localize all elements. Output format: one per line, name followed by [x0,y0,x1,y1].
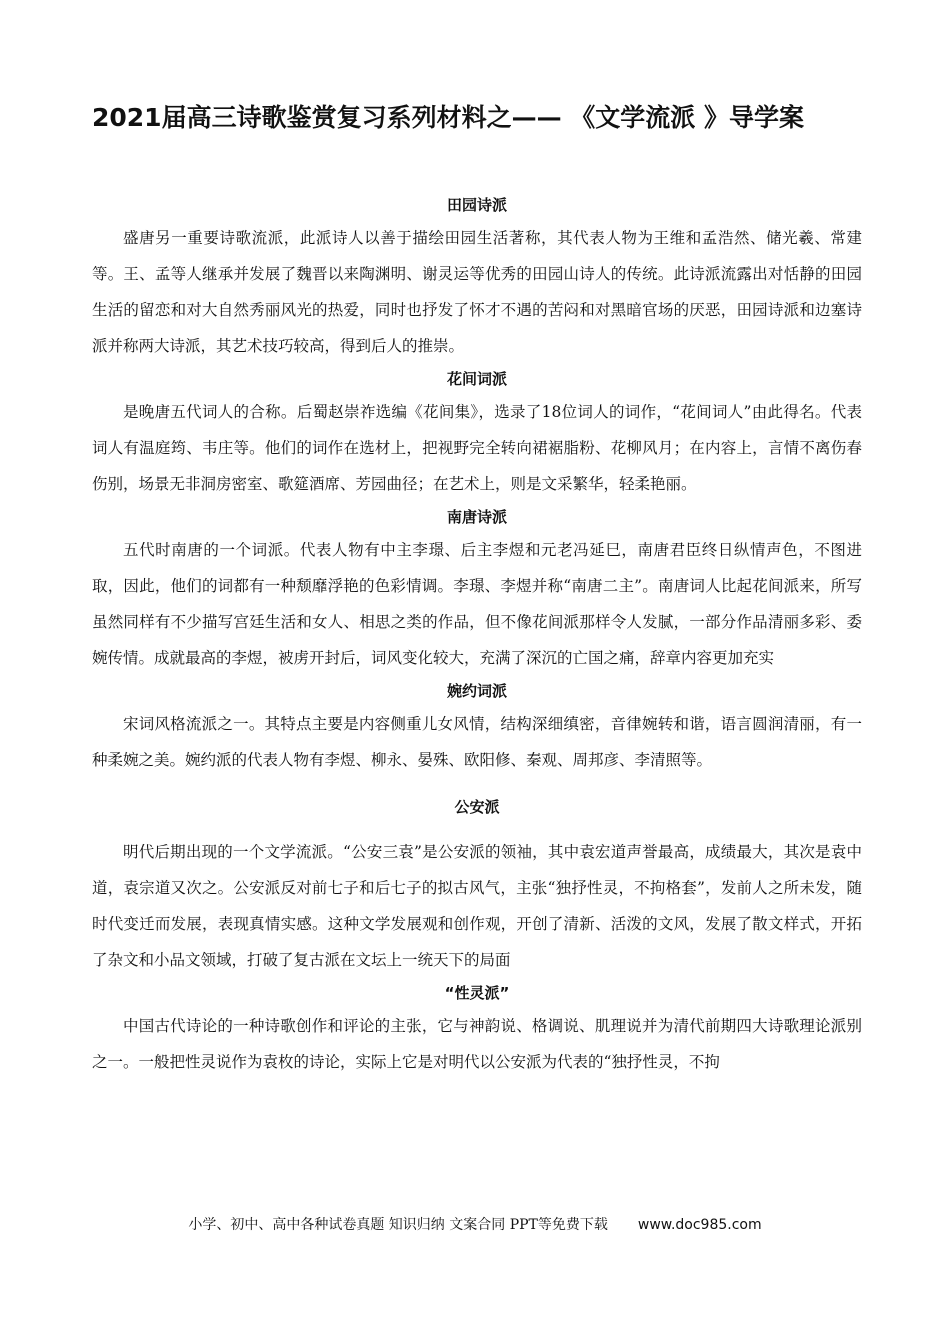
section-text-tianyuan: 盛唐另一重要诗歌流派，此派诗人以善于描绘田园生活著称，其代表人物为王维和孟浩然、储光羲、常建等。王、孟等人继承并发展了魏晋以来陶渊明、谢灵运等优秀的田园山诗人的传统。此诗派流露出对恬静的田园生活的留恋和对大自然秀丽风光的热爱，同时也抒发了怀才不遇的苦闷和对黑暗官场的厌恶，田园诗派和边塞诗派并称两大诗派，其艺术技巧较高，得到后人的推崇。 [92,229,862,355]
section-heading-wanyue: 婉约词派 [446,682,507,700]
page-footer [0,1214,950,1234]
document-title: 2021届高三诗歌鉴赏复习系列材料之—— 《文学流派 》导学案 [92,103,804,132]
section-heading-xingling: “性灵派” [444,984,510,1002]
section-text-wanyue: 宋词风格流派之一。其特点主要是内容侧重儿女风情，结构深细缜密，音律婉转和谐，语言圆润清丽，有一种柔婉之美。婉约派的代表人物有李煜、柳永、晏殊、欧阳修、秦观、周邦彦、李清照等。 [92,715,862,769]
section-text-xingling: 中国古代诗论的一种诗歌创作和评论的主张，它与神韵说、格调说、肌理说并为清代前期四大诗歌理论派别之一。一般把性灵说作为袁枚的诗论，实际上它是对明代以公安派为代表的“独抒性灵，不拘 [92,1017,862,1071]
section-heading-nantang: 南唐诗派 [446,508,507,526]
footer-url: www.doc985.com [637,1217,762,1233]
section-text-huajian: 是晚唐五代词人的合称。后蜀赵崇祚选编《花间集》，选录了18位词人的词作，“花间词人”由此得名。代表词人有温庭筠、韦庄等。他们的词作在选材上，把视野完全转向裙裾脂粉、花柳风月；在内容上，言情不离伤春伤别，场景无非洞房密室、歌筵酒席、芳园曲径；在艺术上，则是文采繁华，轻柔艳丽。 [92,403,862,493]
section-text-gongan: 明代后期出现的一个文学流派。“公安三袁”是公安派的领袖，其中袁宏道声誉最高，成绩最大，其次是袁中道，袁宗道又次之。公安派反对前七子和后七子的拟古风气，主张“独抒性灵，不拘格套”，发前人之所未发，随时代变迁而发展，表现真情实感。这种文学发展观和创作观，开创了清新、活泼的文风，发展了散文样式，开拓了杂文和小品文领域，打破了复古派在文坛上一统天下的局面 [92,843,862,969]
footer-text: 小学、初中、高中各种试卷真题 知识归纳 文案合同 PPT等免费下载 [188,1217,608,1233]
document-body [92,190,862,1080]
section-text-nantang: 五代时南唐的一个词派。代表人物有中主李璟、后主李煜和元老冯延巳，南唐君臣终日纵情声色，不图进取，因此，他们的词都有一种颓靡浮艳的色彩情调。李璟、李煜并称“南唐二主”。南唐词人比起花间派来，所写虽然同样有不少描写宫廷生活和女人、相思之类的作品，但不像花间派那样令人发腻，一部分作品清丽多彩、委婉传情。成就最高的李煜，被虏开封后，词风变化较大，充满了深沉的亡国之痛，辞章内容更加充实 [92,541,862,667]
section-heading-gongan: 公安派 [454,798,500,816]
section-heading-huajian: 花间词派 [446,370,507,388]
section-heading-tianyuan: 田园诗派 [446,196,507,214]
